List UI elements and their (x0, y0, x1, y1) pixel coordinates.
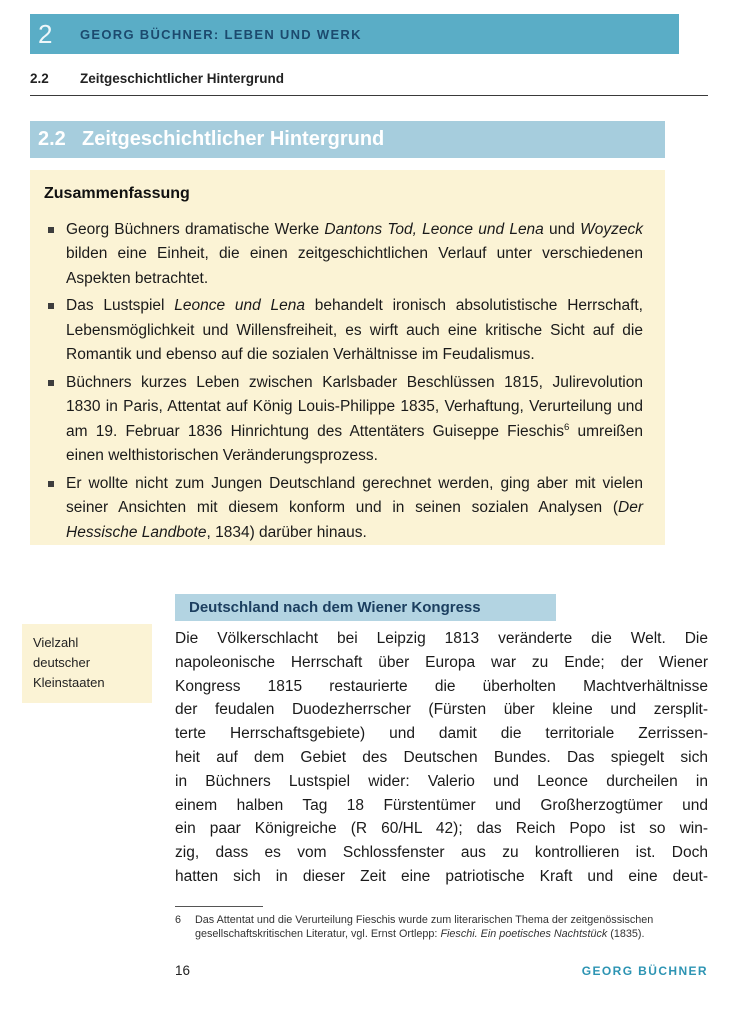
body-line: in Büchners Lustspiel wider: Valerio und Leonce durcheilen in (175, 772, 708, 790)
body-line: terte Herrschaftsgebiete) und damit die territoriale Zerrissen- (175, 725, 708, 743)
bullet-text: Das Lustspiel Leonce und Lena behandelt ironisch absolutistische Herrschaft, Lebensmöglichkeit und Willensfreiheit, es wirft auch eine kritische Sicht auf die Romantik und ebenso auf die sozialen Verhältnisse im Feudalismus. (66, 297, 643, 364)
summary-bullet (44, 218, 643, 291)
subsection-heading (175, 594, 556, 621)
bullet-text: Büchners kurzes Leben zwischen Karlsbader Beschlüssen 1815, Julirevolution 1830 in Paris, Attentat auf König Louis-Philippe 1835, Verhaftung, Verurteilung und am 19. Februar 1836 Hinrichtung des Attentäters Guiseppe Fieschis$^6$ umreißen einen welthistorischen Veränderungsprozess. (66, 373, 643, 465)
bullet-square-icon (48, 481, 54, 487)
subsection-title: Deutschland nach dem Wiener Kongress (189, 599, 481, 616)
breadcrumb (30, 71, 284, 86)
margin-note-line: Kleinstaaten (33, 675, 105, 691)
summary-heading: Zusammenfassung (44, 185, 190, 202)
margin-note-line: deutscher (33, 655, 91, 671)
summary-list (44, 218, 643, 545)
margin-note (22, 624, 152, 703)
body-paragraph (175, 627, 708, 889)
summary-bullet (44, 294, 643, 367)
page-number: 16 (175, 963, 191, 978)
summary-box (30, 170, 665, 545)
footnote-text: Das Attentat und die Verurteilung Fieschis wurde zum literarischen Thema der zeitgenössischen gesellschaftskritischen Literatur, vgl. Ernst Ortlepp: Fieschi. Ein poetisches Nachtstück (1835). (195, 914, 654, 940)
footer-brand: GEORG BÜCHNER (581, 964, 708, 978)
body-line: der feudalen Duodezherrscher (Fürsten über kleine und zersplit- (175, 701, 708, 719)
body-line: einem halben Tag 18 Fürstentümer und Großherzogtümer und (175, 796, 708, 814)
body-line: napoleonische Herrschaft über Europa war zu Ende; der Wiener (175, 653, 708, 671)
body-line: zig, dass es vom Schlossfenster aus zu kontrollieren ist. Doch (175, 844, 708, 862)
body-line: hatten sich in dieser Zeit eine patriotische Kraft und eine deut- (175, 867, 708, 885)
footnote-rule (175, 906, 263, 907)
header-rule (30, 95, 708, 96)
chapter-header-bar (30, 14, 679, 54)
body-line: Die Völkerschlacht bei Leipzig 1813 veränderte die Welt. Die (175, 630, 708, 647)
section-banner (30, 121, 665, 158)
chapter-number: 2 (38, 18, 53, 49)
section-title: Zeitgeschichtlicher Hintergrund (82, 128, 385, 150)
section-number: 2.2 (38, 128, 66, 150)
chapter-title: GEORG BÜCHNER: LEBEN UND WERK (80, 26, 362, 42)
margin-note-line: Vielzahl (33, 635, 79, 650)
body-line: ein paar Königreiche (R 60/HL 42); das Reich Popo ist so win- (175, 820, 708, 838)
bullet-text: Georg Büchners dramatische Werke Dantons Tod, Leonce und Lena und Woyzeck bilden eine Einheit, die einen zeitgeschichtlichen Verlauf unter verschiedenen Aspekten betrachtet. (66, 221, 643, 287)
breadcrumb-number: 2.2 (30, 71, 49, 86)
footnote (175, 913, 708, 941)
bullet-square-icon (48, 303, 54, 309)
bullet-square-icon (48, 227, 54, 233)
body-line: Kongress 1815 restaurierte die überholten Machtverhältnisse (175, 677, 708, 695)
bullet-text: Er wollte nicht zum Jungen Deutschland gerechnet werden, ging aber mit vielen seiner Ansichten mit diesem konform und in seinen sozialen Analysen (Der Hessische Landbote, 1834) darüber hinaus. (66, 474, 643, 541)
bullet-square-icon (48, 380, 54, 386)
footnote-number: 6 (175, 914, 182, 926)
breadcrumb-title: Zeitgeschichtlicher Hintergrund (80, 71, 285, 86)
summary-bullet (44, 371, 643, 469)
body-line: heit auf dem Gebiet des Deutschen Bundes. Das spiegelt sich (175, 748, 708, 766)
page-footer (175, 963, 708, 978)
summary-bullet (44, 472, 643, 545)
